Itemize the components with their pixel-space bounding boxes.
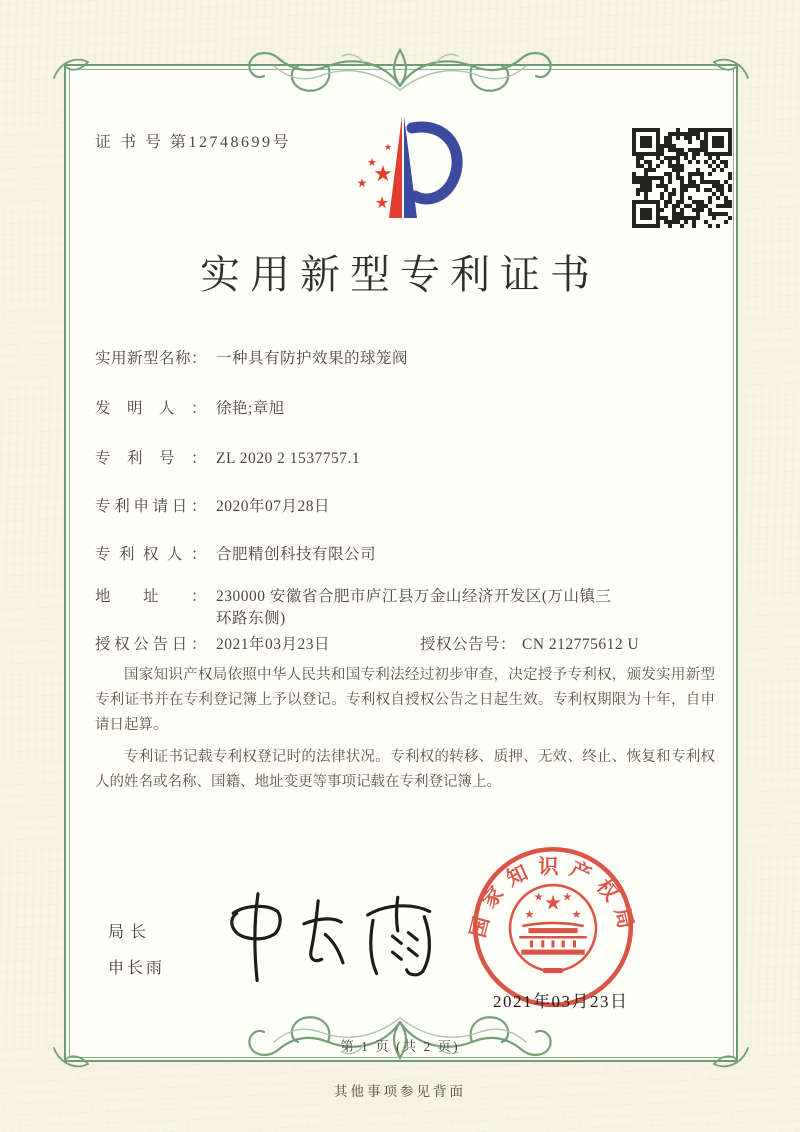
svg-text:★: ★ <box>571 907 582 921</box>
field-label-inventor: 发明人： <box>95 400 207 417</box>
top-right-corner-ornament <box>710 48 752 84</box>
national-emblem <box>510 885 596 973</box>
field-value-patentee: 合肥精创科技有限公司 <box>216 546 377 563</box>
cnipa-logo <box>338 110 470 226</box>
page-title: 实用新型专利证书 <box>200 252 600 297</box>
field-row-patent-number <box>95 448 360 470</box>
field-label-patentee: 专利权人： <box>95 546 207 563</box>
commissioner-title: 局长 <box>108 924 153 941</box>
field-value-utility-name: 一种具有防护效果的球笼阀 <box>216 350 409 367</box>
field-label-filing-date: 专利申请日： <box>95 498 207 515</box>
official-seal <box>466 838 640 1012</box>
field-row-inventor <box>95 398 285 420</box>
emblem-tiananmen <box>519 923 587 973</box>
field-value-grant-number: CN 212775612 U <box>522 636 640 653</box>
page-number: 第 1 页 (共 2 页) <box>340 1039 460 1054</box>
field-row-grant <box>95 634 715 656</box>
field-label-address: 地址： <box>95 588 207 605</box>
svg-text:★: ★ <box>524 907 535 921</box>
emblem-stars <box>524 890 581 920</box>
seal-date: 2021年03月23日 <box>493 992 629 1011</box>
logo-star-icon: ★ <box>356 176 368 190</box>
seal-arc-text: 国家知识产权局 <box>467 856 639 940</box>
field-label-grant-number: 授权公告号： <box>420 636 517 653</box>
paragraph-grant-statement: 国家知识产权局依照中华人民共和国专利法经过初步审查，决定授予专利权，颁发实用新型专利证书并在专利登记簿上予以登记。专利权自授权公告之日起生效。专利权期限为十年，自申请日起算。 <box>95 667 715 733</box>
field-label-utility-name: 实用新型名称： <box>95 350 208 367</box>
commissioner-autograph <box>212 882 442 994</box>
field-value-filing-date: 2020年07月28日 <box>216 498 331 515</box>
cnipa-logo-graphic <box>338 110 470 226</box>
svg-text:★: ★ <box>562 890 573 904</box>
field-row-utility-name <box>95 348 408 370</box>
field-row-address <box>95 586 624 631</box>
field-label-grant-date: 授权公告日： <box>95 636 207 653</box>
logo-blue-p-bowl <box>412 127 457 199</box>
field-value-address: 230000 安徽省合肥市庐江县万金山经济开发区(万山镇三环路东侧) <box>216 588 612 628</box>
field-value-inventor: 徐艳;章旭 <box>216 400 285 417</box>
svg-text:★: ★ <box>533 890 544 904</box>
logo-star-icon: ★ <box>373 162 393 187</box>
commissioner-name: 申长雨 <box>108 960 166 977</box>
field-label-patent-number: 专利号： <box>95 450 207 467</box>
field-value-grant-date: 2021年03月23日 <box>216 636 331 653</box>
statutory-text <box>95 663 715 802</box>
logo-star-icon: ★ <box>374 193 390 212</box>
field-row-filing-date <box>95 496 330 518</box>
svg-text:★: ★ <box>543 890 563 915</box>
top-left-corner-ornament <box>50 48 92 84</box>
footer-note: 其他事项参见背面 <box>334 1084 466 1099</box>
paragraph-register-statement: 专利证书记载专利权登记时的法律状况。专利权的转移、质押、无效、终止、恢复和专利权人的姓名或名称、国籍、地址变更等事项记载在专利登记簿上。 <box>95 749 715 790</box>
field-row-patentee <box>95 544 376 566</box>
qr-code <box>632 128 732 228</box>
logo-star-icon: ★ <box>383 143 393 153</box>
top-border-ornament <box>240 36 560 106</box>
certificate-number: 证 书 号 第12748699号 <box>95 134 292 151</box>
logo-star-icon: ★ <box>367 156 377 169</box>
field-value-patent-number: ZL 2020 2 1537757.1 <box>216 450 361 467</box>
